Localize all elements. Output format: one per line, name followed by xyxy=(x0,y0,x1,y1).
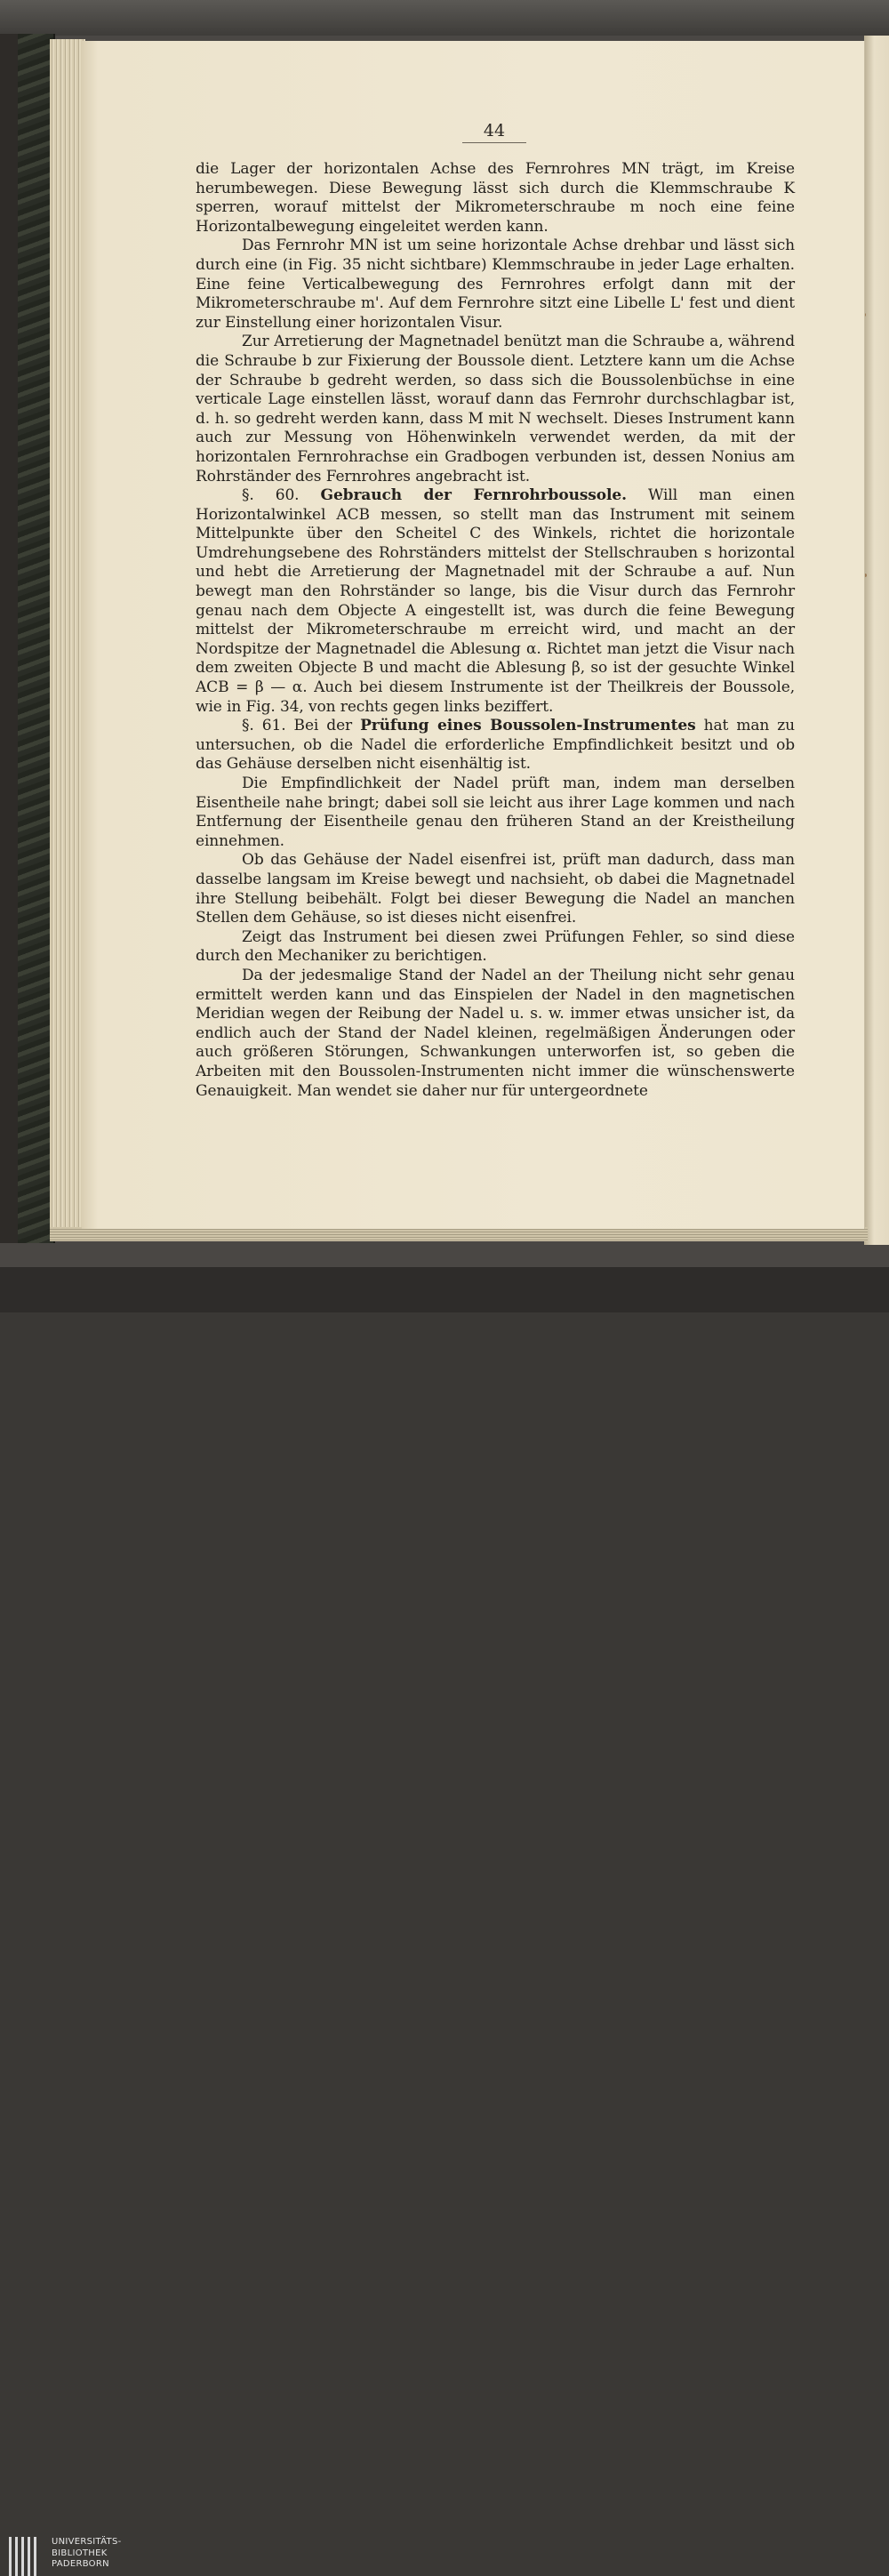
page-number: 44 xyxy=(462,121,526,143)
paragraph-gehaeuse: Ob das Gehäuse der Nadel eisenfrei ist, prüft man dadurch, dass man dasselbe langsam im Kreise bewegt und nachsieht, ob dabei die Magnetnadel ihre Stellung beibehält. Folgt bei dieser Bewegung die Nadel an manchen Stellen dem Gehäuse, so ist dieses nicht eisenfrei. xyxy=(196,851,795,927)
section-61 xyxy=(196,717,795,774)
library-name xyxy=(52,2537,122,2571)
paragraph-empfindlichkeit: Die Empfindlichkeit der Nadel prüft man, indem man derselben Eisentheile nahe bringt; dabei soll sie leicht aus ihrer Lage kommen und nach Entfernung der Eisentheile genau den früheren Stand an der Kreistheilung einnehmen. xyxy=(196,774,795,850)
section-61-text: hat man zu untersuchen, ob die Nadel die erforderliche Empfindlichkeit besitzt und ob das Gehäuse derselben nicht eisenhältig ist. xyxy=(196,717,796,774)
library-name-line2: BIBLIOTHEK xyxy=(52,2548,108,2558)
section-60-number: §. 60. xyxy=(242,486,321,505)
paragraph-3: Zur Arretierung der Magnetnadel benützt man die Schraube a, während die Schraube b zur Fixierung der Boussole dient. Letztere kann um die Achse der Schraube b gedreht werden, so dass sich die Boussolenbüchse in eine verticale Lage einstellen lässt, worauf dann das Fernrohr durchschlagbar ist, d. h. so gedreht werden kann, dass M mit N wechselt. Dieses Instrument kann auch zur Messung von Höhenwinkeln verwendet werden, da mit der horizontalen Fernrohrachse ein Gradbogen verbunden ist, dessen Nonius am Rohrständer des Fernrohres angebracht ist. xyxy=(196,333,795,486)
book-board-top xyxy=(0,0,889,36)
paragraph-1: die Lager der horizontalen Achse des Fernrohres MN trägt, im Kreise herumbewegen. Diese Bewegung lässt sich durch die Klemmschraube K sperren, worauf mittelst der Mikrometerschraube m noch eine feine Horizontalbewegung eingeleitet werden kann. xyxy=(196,160,795,236)
library-name-line1: UNIVERSITÄTS- xyxy=(52,2537,122,2547)
page-bottom-edge xyxy=(50,1227,868,1241)
section-60-heading: Gebrauch der Fernrohrboussole. xyxy=(320,486,627,505)
section-60 xyxy=(196,486,795,717)
library-logo-icon xyxy=(9,2537,37,2576)
paragraph-2: Das Fernrohr MN ist um seine horizontale Achse drehbar und lässt sich durch eine (in Fig. 35 nicht sichtbare) Klemmschraube in jeder Lage erhalten. Eine feine Verticalbewegung des Fernrohres erfolgt dann mit der Mikrometerschraube m'. Auf dem Fernrohre sitzt eine Libelle L' fest und dient zur Einstellung einer horizontalen Visur. xyxy=(196,237,795,332)
section-61-number: §. 61. Bei der xyxy=(242,717,361,735)
book-scan xyxy=(0,0,889,1267)
library-name-line3: PADERBORN xyxy=(52,2559,109,2569)
page-body xyxy=(196,160,795,1101)
section-61-heading: Prüfung eines Boussolen-Instrumentes xyxy=(360,717,696,735)
library-footer xyxy=(0,1267,889,2569)
section-60-text: Will man einen Horizontalwinkel ACB messen, so stellt man das Instrument mit seinem Mittelpunkte über den Scheitel C des Winkels, richtet die horizontale Umdrehungsebene des Rohrständers mittelst der Stellschrauben s horizontal und hebt die Arretierung der Magnetnadel mit der Schraube a auf. Nun bewegt man den Rohrständer so lange, bis die Visur durch das Fernrohr genau nach dem Objecte A eingestellt ist, was durch die feine Bewegung mittelst der Mikrometerschraube m erreicht wird, und macht an der Nordspitze der Magnetnadel die Ablesung α. Richtet man jetzt die Visur nach dem zweiten Objecte B und macht die Ablesung β, so ist der gesuchte Winkel ACB = β — α. Auch bei diesem Instrumente ist der Theilkreis der Boussole, wie in Fig. 34, von rechts gegen links beziffert. xyxy=(196,486,795,716)
paragraph-stand: Da der jedesmalige Stand der Nadel an der Theilung nicht sehr genau ermittelt werden kann und das Einspielen der Nadel in den magnetischen Meridian wegen der Reibung der Nadel u. s. w. immer etwas unsicher ist, da endlich auch der Stand der Nadel kleinen, regelmäßigen Änderungen oder auch größeren Störungen, Schwankungen unterworfen ist, so geben die Arbeiten mit den Boussolen-Instrumenten nicht immer die wünschenswerte Genauigkeit. Man wendet sie daher nur für untergeordnete xyxy=(196,966,795,1100)
facing-page-edge xyxy=(864,36,889,1245)
book-spine xyxy=(0,34,20,1243)
paragraph-pruefungen: Zeigt das Instrument bei diesen zwei Prüfungen Fehler, so sind diese durch den Mechaniker zu berichtigen. xyxy=(196,927,795,966)
page-edges xyxy=(50,39,85,1234)
